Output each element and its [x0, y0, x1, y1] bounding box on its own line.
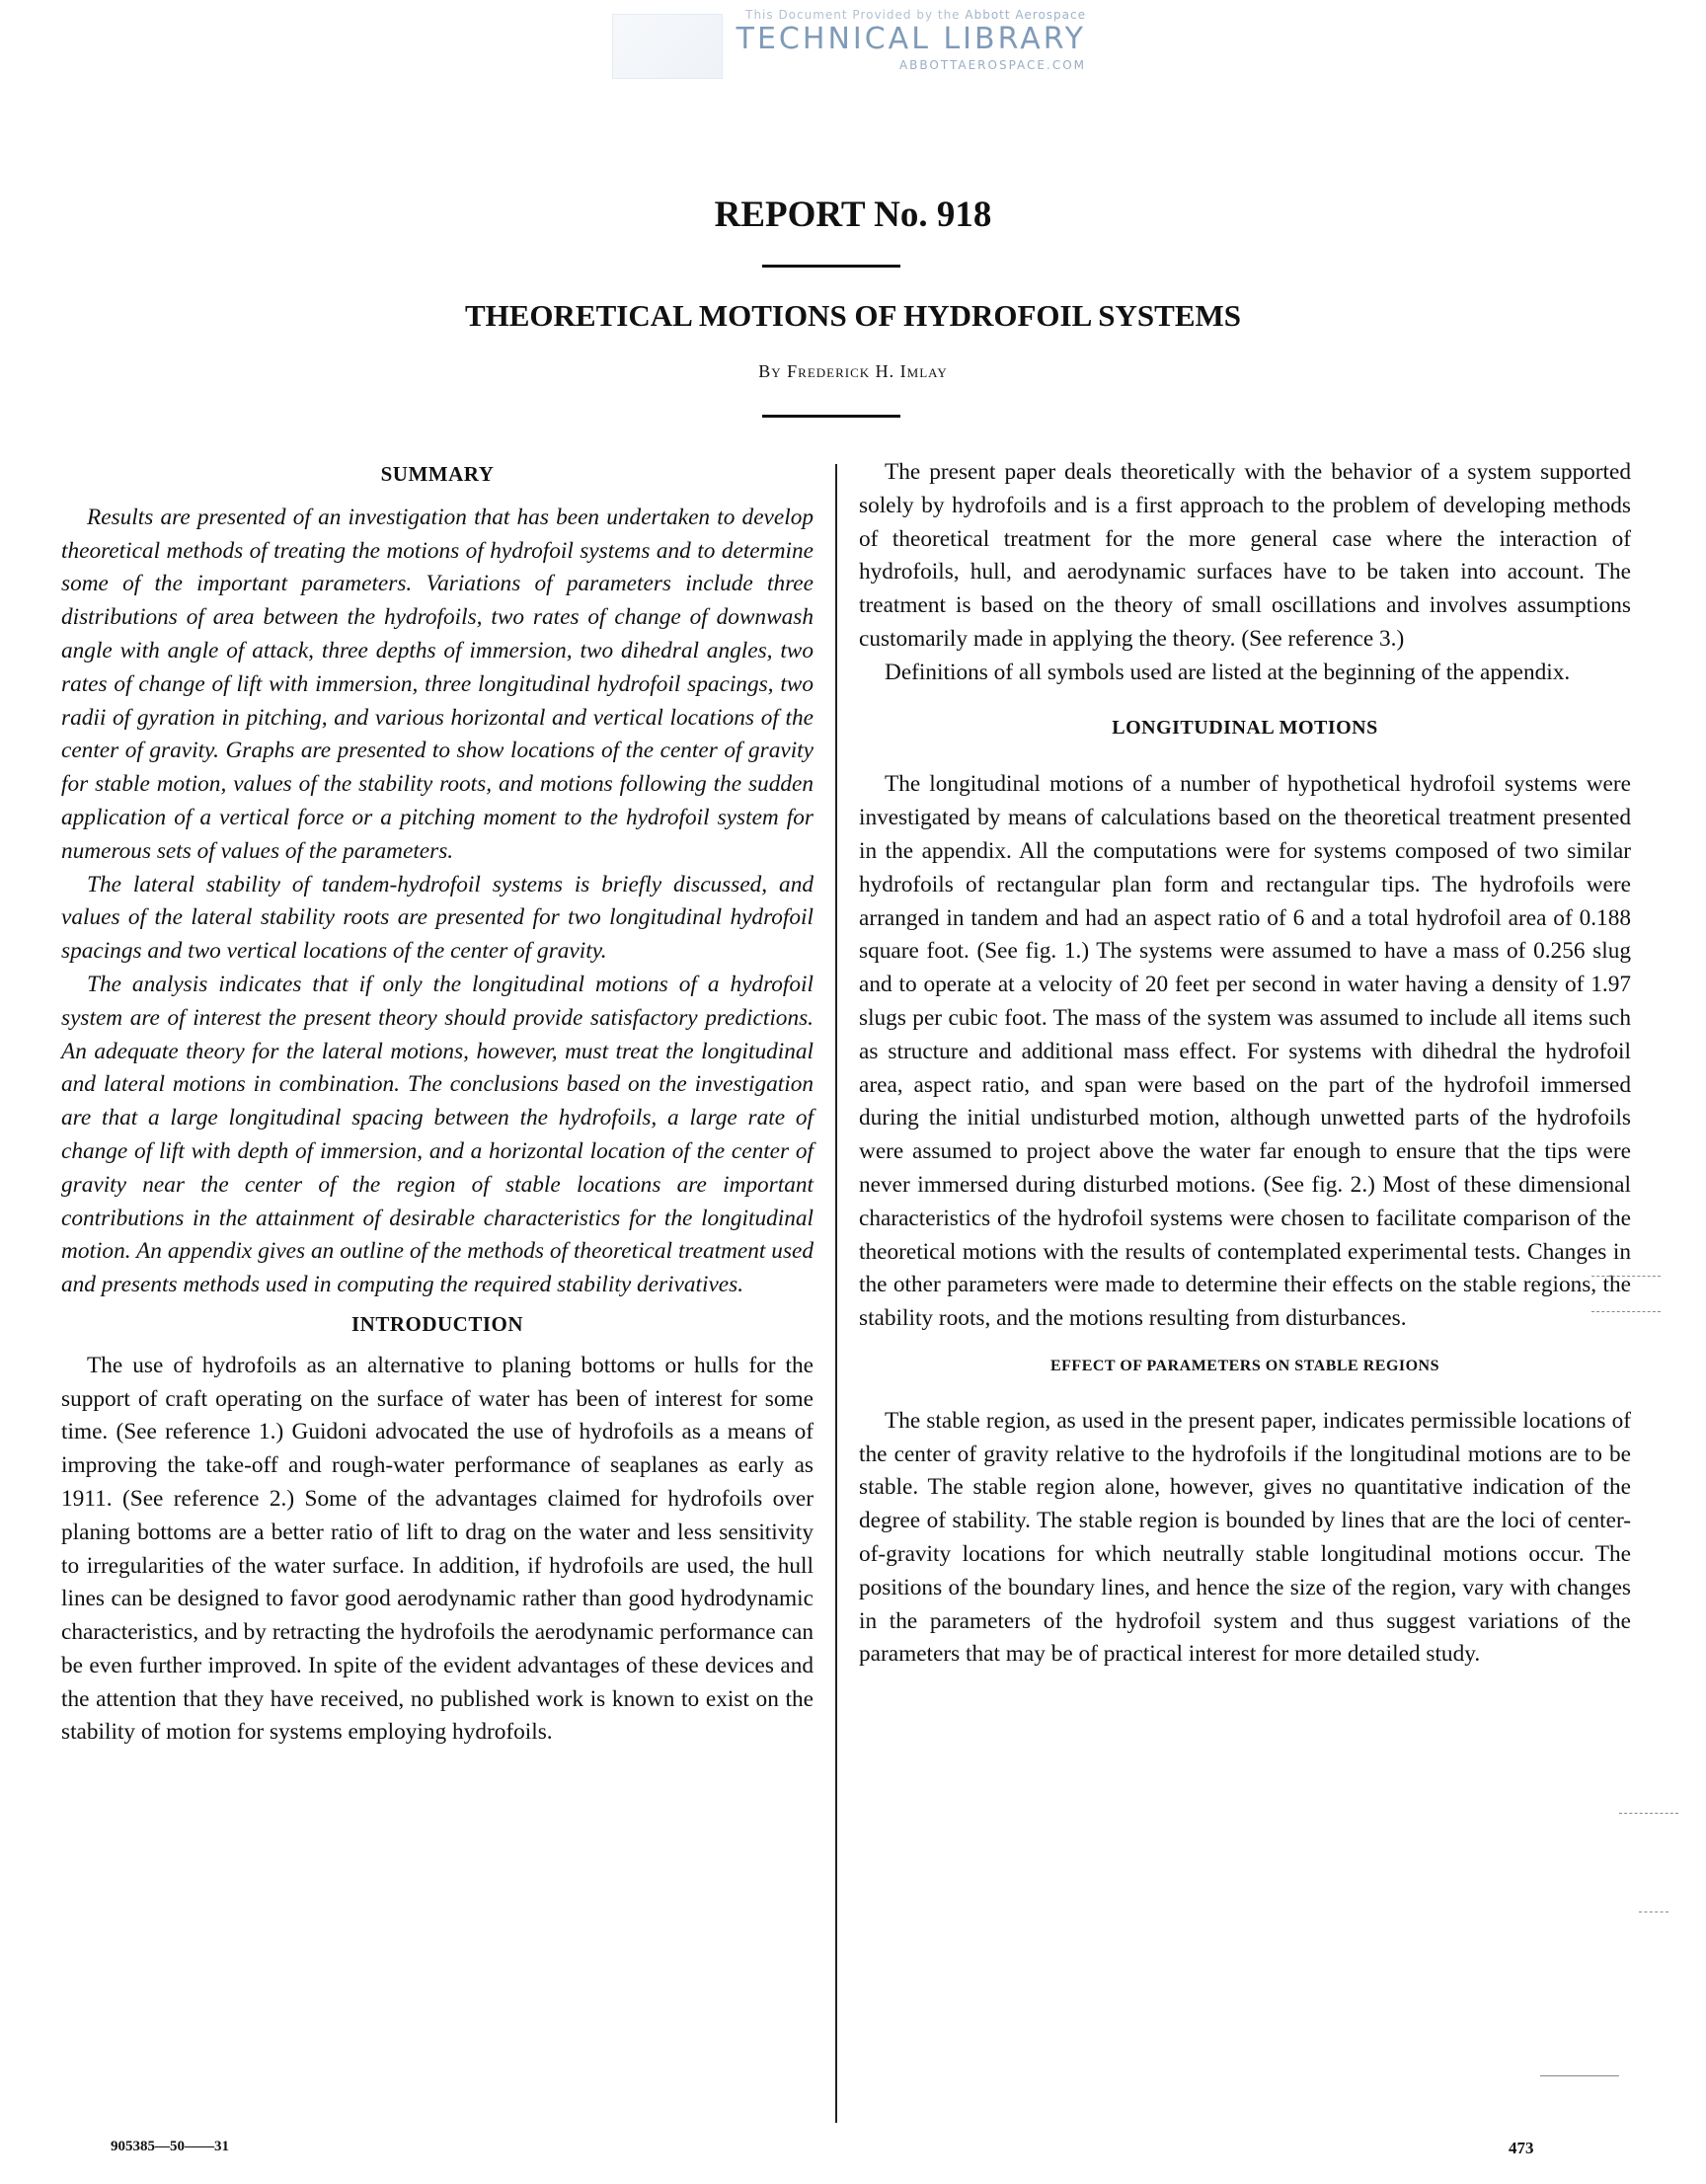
margin-mark — [1591, 1311, 1661, 1312]
right-column — [859, 456, 1631, 1672]
stable-regions-heading: EFFECT OF PARAMETERS ON STABLE REGIONS — [1049, 1357, 1440, 1374]
summary-heading: SUMMARY — [380, 462, 495, 486]
introduction-continued-paragraph: Definitions of all symbols used are listed at the beginning of the appendix. — [885, 659, 1571, 685]
watermark-provided-by: This Document Provided by the Abbott Aerospace — [745, 8, 1086, 22]
summary-paragraph: Results are presented of an investigation that has been undertaken to develop theoretical methods of treating the motions of hydrofoil systems and to determine some of the important parameters. Variations of parameters include three distributions of area between the hydrofoils, two rates of change of downwash angle with angle of attack, three depths of immersion, two dihedral angles, two rates of change of lift with immersion, three longitudinal hydrofoil spacings, two radii of gyration in pitching, and various horizontal and vertical locations of the center of gravity. Graphs are presented to show locations of the center of gravity for stable motion, values of the stability roots, and motions following the sudden application of a vertical force or a pitching moment to the hydrofoil system for numerous sets of values of the parameters. — [61, 504, 814, 864]
report-number: REPORT No. 918 — [714, 195, 992, 235]
margin-mark — [1591, 1276, 1661, 1277]
page-number: 473 — [1509, 2139, 1534, 2157]
paper-title: THEORETICAL MOTIONS OF HYDROFOIL SYSTEMS — [464, 298, 1242, 333]
library-watermark — [612, 4, 1106, 83]
stable-regions-paragraph: The stable region, as used in the present paper, indicates permissible locations of the center of gravity relative to the hydrofoils if the longitudinal motions are to be stable. The stable region alone, however, gives no quantitative indication of the degree of stability. The stable region is bounded by lines that are the loci of center-of-gravity locations for which neutrally stable longitudinal motions occur. The positions of the boundary lines, and hence the size of the region, vary with changes in the parameters of the hydrofoil system and thus suggest variations of the parameters that may be of practical interest for more detailed study. — [859, 1407, 1631, 1668]
introduction-heading: INTRODUCTION — [350, 1311, 524, 1336]
watermark-document-icon — [612, 14, 723, 79]
summary-paragraph: The lateral stability of tandem-hydrofoil systems is briefly discussed, and values of the lateral stability roots are presented for two longitudinal hydrofoil spacings and two vertical locations of the center of gravity. — [61, 871, 814, 965]
title-divider-top — [762, 265, 900, 268]
title-divider-bottom — [762, 415, 900, 418]
author-byline: By Frederick H. Imlay — [758, 361, 948, 381]
summary-paragraph: The analysis indicates that if only the longitudinal motions of a hydrofoil system are of interest the present theory should provide satisfactory predictions. An adequate theory for the lateral motions, however, must treat the longitudinal and lateral motions in combination. The conclusions based on the investigation are that a large longitudinal spacing between the hydrofoils, a large rate of change of lift with depth of immersion, and a horizontal location of the center of gravity near the center of the region of stable locations are important contributions in the attainment of desirable characteristics for the longitudinal motion. An appendix gives an outline of the methods of theoretical treatment used and presents methods used in computing the required stability derivatives. — [61, 971, 814, 1298]
introduction-continued-paragraph: The present paper deals theoretically with the behavior of a system supported solely by hydrofoils and is a first approach to the problem of developing methods of theoretical treatment for the more general case where the interaction of hydrofoils, hull, and aerodynamic surfaces have to be taken into account. The treatment is based on the theory of small oscillations and involves assumptions customarily made in applying the theory. (See reference 3.) — [859, 459, 1631, 652]
margin-mark — [1619, 1813, 1678, 1814]
print-code: 905385—50——31 — [111, 2139, 229, 2154]
watermark-title: TECHNICAL LIBRARY — [736, 22, 1086, 56]
column-divider — [835, 464, 837, 2123]
margin-mark — [1639, 1911, 1668, 1912]
longitudinal-motions-heading: LONGITUDINAL MOTIONS — [1112, 716, 1378, 739]
introduction-paragraph: The use of hydrofoils as an alternative to planing bottoms or hulls for the support of craft operating on the surface of water has been of interest for some time. (See reference 1.) Guidoni advocated the use of hydrofoils as a means of improving the take-off and rough-water performance of seaplanes as early as 1911. (See reference 2.) Some of the advantages claimed for hydrofoils over planing bottoms are a better ratio of lift to drag on the water and less sensitivity to irregularities of the water surface. In addition, if hydrofoils are used, the hull lines can be designed to favor good aerodynamic rather than good hydrodynamic characteristics, and by retracting the hydrofoils the aerodynamic performance can be even further improved. In spite of the evident advantages of these devices and the attention that they have received, no published work is known to exist on the stability of motion for systems employing hydrofoils. — [61, 1352, 814, 1746]
watermark-url: ABBOTTAEROSPACE.COM — [898, 58, 1086, 72]
longitudinal-motions-paragraph: The longitudinal motions of a number of hypothetical hydrofoil systems were investigated by means of calculations based on the theoretical treatment presented in the appendix. All the computations were for systems composed of two similar hydrofoils of rectangular plan form and rectangular tips. The hydrofoils were arranged in tandem and had an aspect ratio of 6 and a total hydrofoil area of 0.188 square foot. (See fig. 1.) The systems were assumed to have a mass of 0.256 slug and to operate at a velocity of 20 feet per second in water having a density of 1.97 slugs per cubic foot. The mass of the system was assumed to include all items such as structure and additional mass effect. For systems with dihedral the hydrofoil area, aspect ratio, and span were based on the part of the hydrofoil immersed during the initial undisturbed motion, although unwetted parts of the hydrofoils were assumed to project above the water far enough to ensure that the tips were never immersed during disturbed motions. (See fig. 2.) Most of these dimensional characteristics of the hydrofoil systems were chosen to facilitate comparison of the theoretical motions with the results of contemplated experimental tests. Changes in the other parameters were made to determine their effects on the stable regions, the stability roots, and the motions resulting from disturbances. — [859, 771, 1631, 1332]
left-column — [61, 456, 814, 1750]
margin-mark — [1540, 2075, 1619, 2076]
